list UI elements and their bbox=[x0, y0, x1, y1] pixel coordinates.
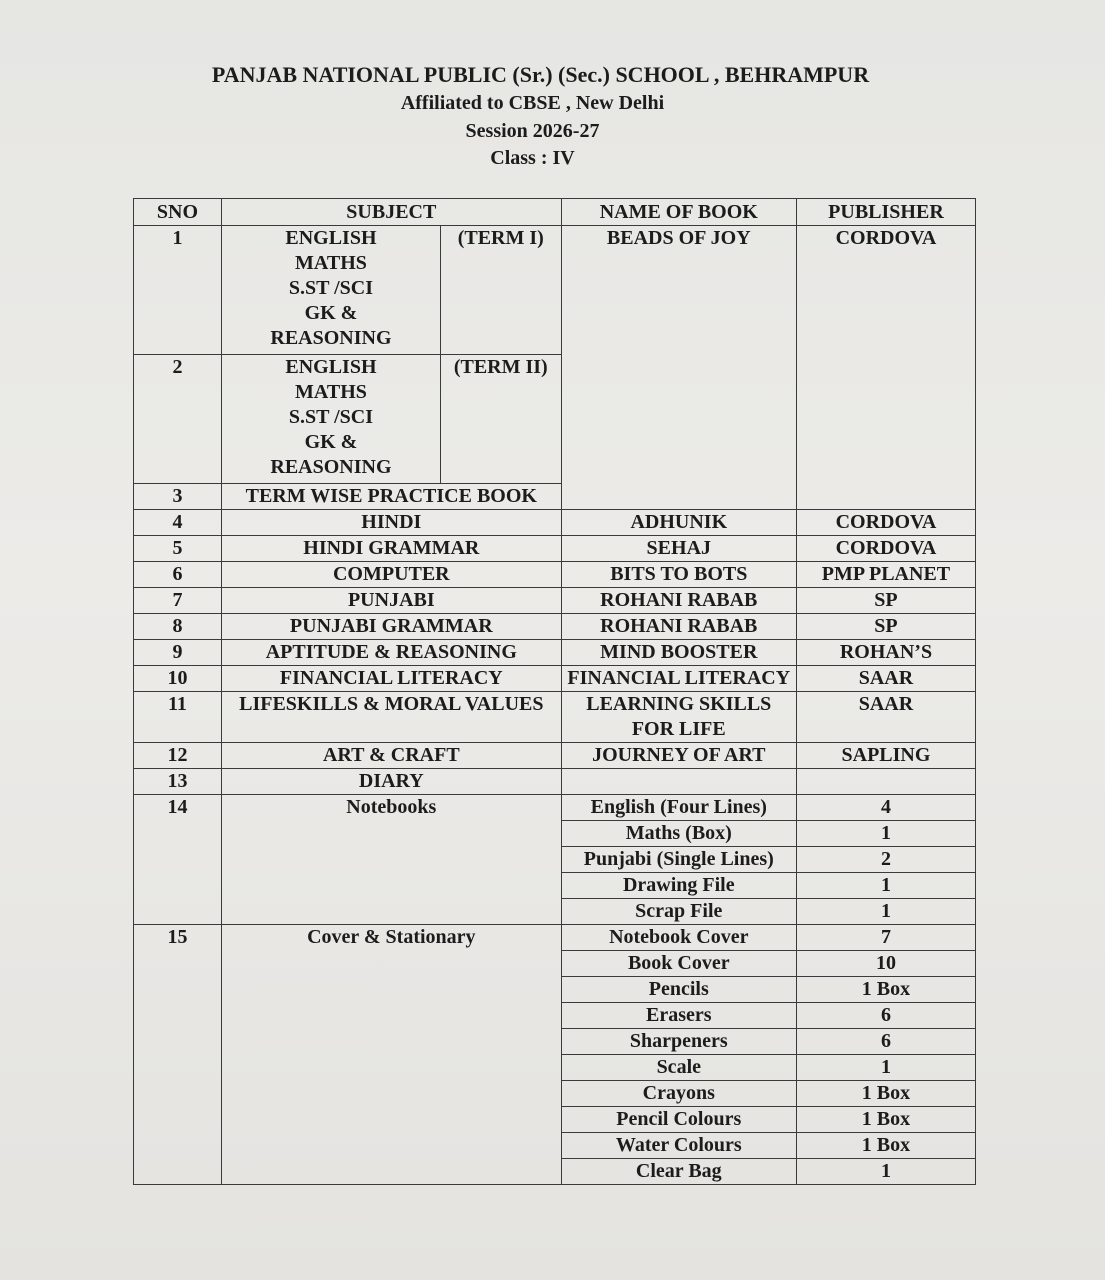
subject-item: REASONING bbox=[270, 456, 392, 478]
item-name: Punjabi (Single Lines) bbox=[561, 847, 796, 873]
row-sno: 6 bbox=[134, 562, 222, 588]
row-sno: 1 bbox=[134, 226, 222, 355]
table-row bbox=[134, 562, 976, 588]
item-quantity: 2 bbox=[796, 847, 975, 873]
item-quantity: 1 bbox=[796, 1055, 975, 1081]
item-name: Water Colours bbox=[561, 1133, 796, 1159]
item-quantity: 1 bbox=[796, 899, 975, 925]
row-subject: Cover & Stationary bbox=[221, 925, 561, 1185]
row-sno: 10 bbox=[134, 666, 222, 692]
row-sno: 3 bbox=[134, 484, 222, 510]
subject-item: GK & bbox=[304, 302, 358, 324]
row-subject: ART & CRAFT bbox=[221, 743, 561, 769]
item-name: Book Cover bbox=[561, 951, 796, 977]
row-publisher bbox=[796, 769, 975, 795]
term-label: (TERM II) bbox=[440, 355, 561, 484]
header-book: NAME OF BOOK bbox=[561, 199, 796, 226]
row-subject: APTITUDE & REASONING bbox=[221, 640, 561, 666]
item-name: Maths (Box) bbox=[561, 821, 796, 847]
subject-item: ENGLISH bbox=[285, 356, 377, 378]
subject-item: REASONING bbox=[270, 327, 392, 349]
item-quantity: 6 bbox=[796, 1029, 975, 1055]
row-book: LEARNING SKILLS FOR LIFE bbox=[561, 692, 796, 743]
row-sno: 8 bbox=[134, 614, 222, 640]
table-row bbox=[134, 226, 976, 355]
row-book bbox=[561, 769, 796, 795]
item-name: Clear Bag bbox=[561, 1159, 796, 1185]
row-book: FINANCIAL LITERACY bbox=[561, 666, 796, 692]
row-subject: LIFESKILLS & MORAL VALUES bbox=[221, 692, 561, 743]
row-publisher: SAAR bbox=[796, 666, 975, 692]
subject-item: MATHS bbox=[295, 252, 367, 274]
table-row bbox=[134, 614, 976, 640]
header-subject: SUBJECT bbox=[221, 199, 561, 226]
item-name: Pencil Colours bbox=[561, 1107, 796, 1133]
table-row bbox=[134, 510, 976, 536]
item-name: Sharpeners bbox=[561, 1029, 796, 1055]
table-row bbox=[134, 795, 976, 821]
row-publisher: PMP PLANET bbox=[796, 562, 975, 588]
table-row bbox=[134, 536, 976, 562]
table-row bbox=[134, 588, 976, 614]
row-publisher: SAAR bbox=[796, 692, 975, 743]
item-quantity: 10 bbox=[796, 951, 975, 977]
row-publisher: SAPLING bbox=[796, 743, 975, 769]
row-subject: COMPUTER bbox=[221, 562, 561, 588]
table-row bbox=[134, 925, 976, 951]
table-row bbox=[134, 692, 976, 743]
class-label: Class : IV bbox=[490, 147, 575, 169]
row-book: JOURNEY OF ART bbox=[561, 743, 796, 769]
item-quantity: 1 bbox=[796, 821, 975, 847]
item-name: Notebook Cover bbox=[561, 925, 796, 951]
row-book: MIND BOOSTER bbox=[561, 640, 796, 666]
item-name: Drawing File bbox=[561, 873, 796, 899]
shared-publisher: CORDOVA bbox=[796, 226, 975, 510]
row-publisher: CORDOVA bbox=[796, 510, 975, 536]
row-sno: 15 bbox=[134, 925, 222, 1185]
row-book: BITS TO BOTS bbox=[561, 562, 796, 588]
subject-item: MATHS bbox=[295, 381, 367, 403]
table-row bbox=[134, 640, 976, 666]
subject-item: S.ST /SCI bbox=[288, 406, 374, 428]
row-sno: 12 bbox=[134, 743, 222, 769]
row-subject: HINDI bbox=[221, 510, 561, 536]
item-name: Scrap File bbox=[561, 899, 796, 925]
item-name: Pencils bbox=[561, 977, 796, 1003]
subject-item: ENGLISH bbox=[285, 227, 377, 249]
row-subject: PUNJABI bbox=[221, 588, 561, 614]
row-sno: 4 bbox=[134, 510, 222, 536]
row-sno: 9 bbox=[134, 640, 222, 666]
table-row bbox=[134, 769, 976, 795]
item-quantity: 4 bbox=[796, 795, 975, 821]
item-quantity: 1 Box bbox=[796, 977, 975, 1003]
row-sno: 11 bbox=[134, 692, 222, 743]
row-sno: 7 bbox=[134, 588, 222, 614]
table-header-row bbox=[134, 199, 976, 226]
item-quantity: 1 Box bbox=[796, 1107, 975, 1133]
term-subjects bbox=[221, 355, 440, 484]
subject-item: S.ST /SCI bbox=[288, 277, 374, 299]
row-publisher: ROHAN’S bbox=[796, 640, 975, 666]
book-list-table bbox=[133, 198, 976, 1185]
row-subject: FINANCIAL LITERACY bbox=[221, 666, 561, 692]
row-subject: HINDI GRAMMAR bbox=[221, 536, 561, 562]
row-sno: 13 bbox=[134, 769, 222, 795]
item-name: Crayons bbox=[561, 1081, 796, 1107]
row-sno: 2 bbox=[134, 355, 222, 484]
header-publisher: PUBLISHER bbox=[796, 199, 975, 226]
row-book: ROHANI RABAB bbox=[561, 614, 796, 640]
row-publisher: SP bbox=[796, 588, 975, 614]
row-subject: Notebooks bbox=[221, 795, 561, 925]
row-subject: DIARY bbox=[221, 769, 561, 795]
row-book: SEHAJ bbox=[561, 536, 796, 562]
school-name: PANJAB NATIONAL PUBLIC (Sr.) (Sec.) SCHOOL , BEHRAMPUR bbox=[211, 62, 870, 87]
shared-book-name: BEADS OF JOY bbox=[561, 226, 796, 510]
row-publisher: SP bbox=[796, 614, 975, 640]
row-subject: PUNJABI GRAMMAR bbox=[221, 614, 561, 640]
row-sno: 5 bbox=[134, 536, 222, 562]
item-quantity: 6 bbox=[796, 1003, 975, 1029]
item-quantity: 1 Box bbox=[796, 1081, 975, 1107]
table-row bbox=[134, 743, 976, 769]
row-sno: 14 bbox=[134, 795, 222, 925]
row-publisher: CORDOVA bbox=[796, 536, 975, 562]
affiliation: Affiliated to CBSE , New Delhi bbox=[400, 92, 665, 114]
row-subject: TERM WISE PRACTICE BOOK bbox=[221, 484, 561, 510]
term-subjects bbox=[221, 226, 440, 355]
item-name: Erasers bbox=[561, 1003, 796, 1029]
row-book: ROHANI RABAB bbox=[561, 588, 796, 614]
item-quantity: 1 Box bbox=[796, 1133, 975, 1159]
item-quantity: 7 bbox=[796, 925, 975, 951]
term-label: (TERM I) bbox=[440, 226, 561, 355]
subject-item: GK & bbox=[304, 431, 358, 453]
session: Session 2026-27 bbox=[465, 120, 600, 142]
item-name: Scale bbox=[561, 1055, 796, 1081]
item-quantity: 1 bbox=[796, 873, 975, 899]
item-name: English (Four Lines) bbox=[561, 795, 796, 821]
header-sno: SNO bbox=[134, 199, 222, 226]
item-quantity: 1 bbox=[796, 1159, 975, 1185]
table-row bbox=[134, 666, 976, 692]
row-book: ADHUNIK bbox=[561, 510, 796, 536]
